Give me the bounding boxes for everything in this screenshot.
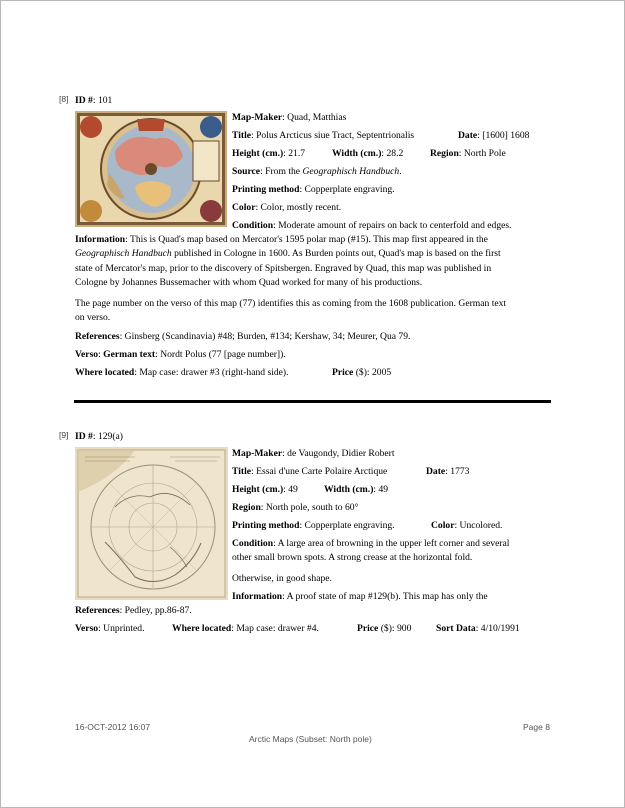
map-references: References: Ginsberg (Scandinavia) #48; Burden, #134; Kershaw, 34; Meurer, Qua 79.: [75, 331, 411, 342]
map-height: Height (cm.): 21.7: [232, 148, 306, 159]
map-location: Where located: Map case: drawer #3 (right-hand side).: [75, 367, 289, 378]
map-title: Title: Polus Arcticus siue Tract, Septentrionalis: [232, 130, 415, 141]
map-price: Price ($): 900: [357, 623, 412, 634]
map-title: Title: Essai d'une Carte Polaire Arctique: [232, 466, 388, 477]
record-number: [9]: [59, 430, 69, 440]
map-maker: Map-Maker: Quad, Matthias: [232, 112, 347, 123]
footer-page-number: Page 8: [523, 722, 550, 732]
map-information: Information: A proof state of map #129(b). This map has only the: [232, 591, 488, 601]
map-width: Width (cm.): 28.2: [332, 148, 404, 159]
map-printing-method: Printing method: Copperplate engraving.: [232, 184, 395, 195]
map-location: Where located: Map case: drawer #4.: [172, 623, 319, 634]
footer-subtitle: Arctic Maps (Subset: North pole): [249, 734, 372, 744]
map-price: Price ($): 2005: [332, 367, 392, 378]
map-source: Source: From the Geographisch Handbuch.: [232, 166, 402, 177]
record-id: ID #: 129(a): [75, 431, 123, 442]
map-information: Information: This is Quad's map based on Mercator's 1595 polar map (#15). This map first appeared in the Geographisch Handbuch published in Cologne in 1600. As Burden points out, Quad's map is based on the first state of Mercator's map, prior to the discovery of Spitsbergen. Engraved by Quad, this map was published in Cologne by Johannes Bussemacher with whom Quad worked for many of his productions.: [75, 234, 501, 289]
map-verso: Verso: Unprinted.: [75, 623, 145, 634]
footer-timestamp: 16-OCT-2012 16:07: [75, 722, 151, 732]
map-thumbnail-quad: [75, 111, 227, 227]
record-number: [8]: [59, 94, 69, 104]
map-color: Color: Uncolored.: [431, 520, 503, 531]
map-maker: Map-Maker: de Vaugondy, Didier Robert: [232, 448, 395, 459]
map-date: Date: [1600] 1608: [458, 130, 530, 141]
map-date: Date: 1773: [426, 466, 470, 477]
map-condition: Condition: Moderate amount of repairs on back to centerfold and edges.: [232, 220, 512, 230]
map-region: Region: North Pole: [430, 148, 506, 159]
record-divider: [74, 400, 551, 403]
map-height: Height (cm.): 49: [232, 484, 298, 495]
map-width: Width (cm.): 49: [324, 484, 389, 495]
map-verso: Verso: German text: Nordt Polus (77 [page number]).: [75, 349, 286, 360]
map-thumbnail-vaugondy: [75, 447, 228, 600]
map-region: Region: North pole, south to 60°: [232, 502, 359, 513]
map-printing-method: Printing method: Copperplate engraving.: [232, 520, 395, 531]
map-sort-data: Sort Data: 4/10/1991: [436, 623, 520, 634]
map-color: Color: Color, mostly recent.: [232, 202, 342, 213]
map-condition-continued: Otherwise, in good shape.: [232, 573, 332, 584]
map-note: The page number on the verso of this map (77) identifies this as coming from the 1608 publication. German text on verso.: [75, 298, 507, 324]
record-id: ID #: 101: [75, 95, 113, 106]
map-condition: Condition: A large area of browning in the upper left corner and several other small brown spots. A strong crease at the horizontal fold.: [232, 538, 510, 564]
map-references: References: Pedley, pp.86-87.: [75, 605, 192, 616]
